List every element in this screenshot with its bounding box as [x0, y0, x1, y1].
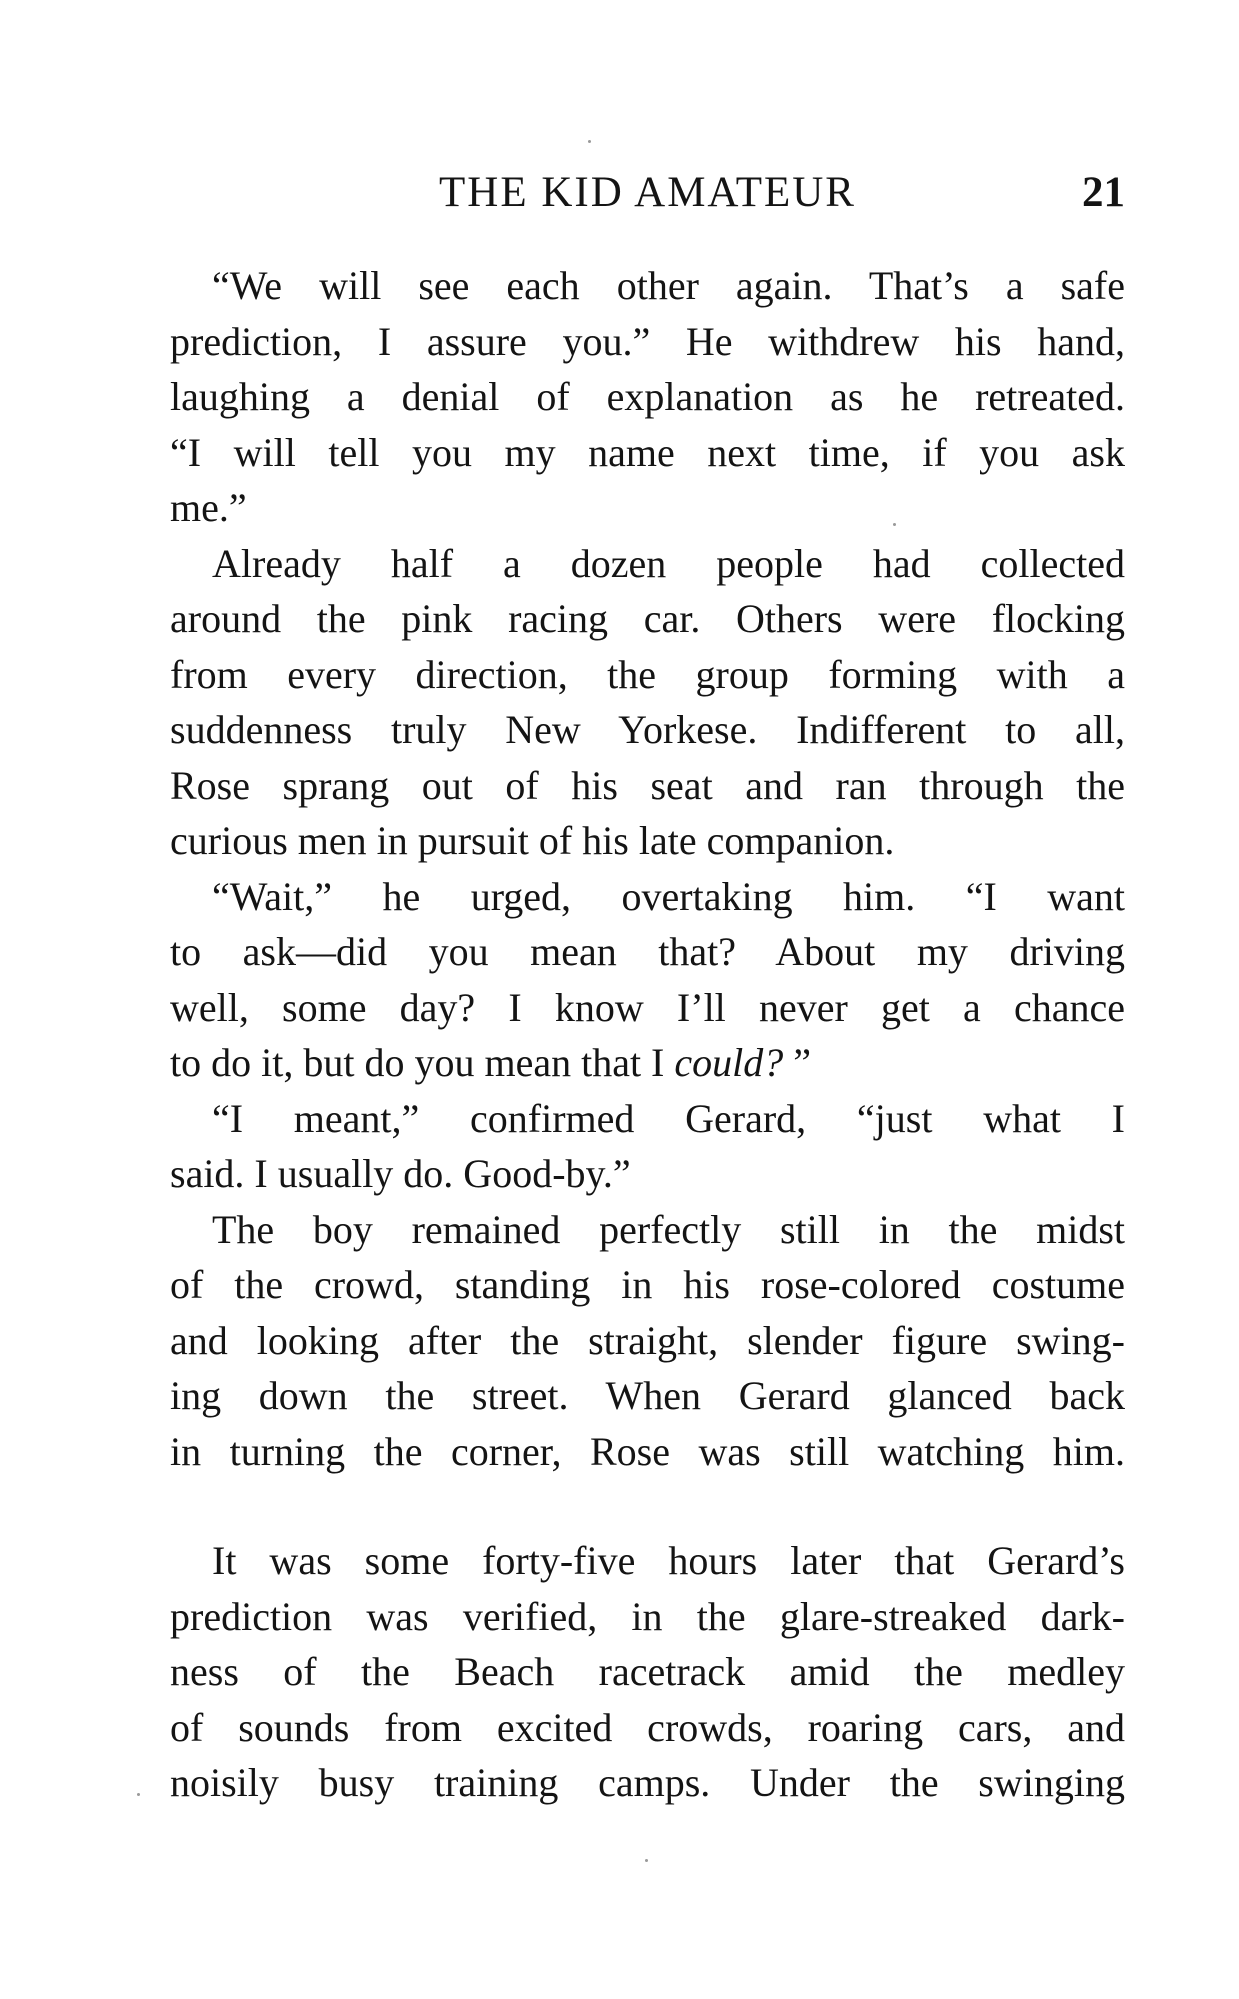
text-line: in turning the corner, Rose was still watching him.: [170, 1428, 1125, 1474]
text-line: It was some forty-five hours later that Gerard’s: [212, 1538, 1125, 1583]
body-text: [170, 258, 1125, 1811]
text-line: well, some day? I know I’ll never get a chance: [170, 984, 1125, 1030]
running-title: THE KID AMATEUR: [439, 169, 856, 216]
scan-speck: [645, 1859, 648, 1862]
section-break: [170, 1479, 1125, 1533]
text-line: curious men in pursuit of his late companion.: [170, 818, 895, 863]
text-line: said. I usually do. Good-by.”: [170, 1151, 631, 1196]
text-line: ing down the street. When Gerard glanced back: [170, 1373, 1125, 1418]
text-line: prediction was verified, in the glare-streaked dark-: [170, 1593, 1125, 1639]
scan-speck: [137, 1793, 140, 1796]
text-line: and looking after the straight, slender figure swing-: [170, 1317, 1125, 1363]
text-line: ness of the Beach racetrack amid the medley: [170, 1649, 1125, 1694]
text-line: to ask—did you mean that? About my driving: [170, 929, 1125, 974]
scan-speck: [893, 523, 896, 526]
emphasized-word: could?: [674, 1040, 784, 1085]
text-line: suddenness truly New Yorkese. Indifferent to all,: [170, 707, 1125, 752]
page-number: 21: [1082, 169, 1125, 216]
text-line: me.”: [170, 485, 247, 530]
text-line: “I will tell you my name next time, if you ask: [170, 429, 1125, 475]
text-line: Already half a dozen people had collected: [212, 540, 1125, 586]
text-line: The boy remained perfectly still in the midst: [212, 1206, 1125, 1252]
running-head: [170, 168, 1125, 224]
text-line: around the pink racing car. Others were flocking: [170, 596, 1125, 641]
text-line: “We will see each other again. That’s a safe: [212, 263, 1125, 308]
text-line: laughing a denial of explanation as he retreated.: [170, 374, 1125, 419]
text-line-with-emphasis: [170, 1035, 1125, 1091]
text-line: of the crowd, standing in his rose-colored costume: [170, 1262, 1125, 1307]
text-line: of sounds from excited crowds, roaring cars, and: [170, 1704, 1125, 1750]
text-run: to do it, but do you mean that I: [170, 1040, 665, 1085]
text-line: “Wait,” he urged, overtaking him. “I want: [212, 873, 1125, 919]
text-line: Rose sprang out of his seat and ran through the: [170, 762, 1125, 808]
scan-speck: [588, 140, 591, 143]
text-line: from every direction, the group forming with a: [170, 651, 1125, 697]
text-line: noisily busy training camps. Under the swinging: [170, 1760, 1125, 1805]
text-run: ”: [783, 1040, 812, 1085]
text-line: “I meant,” confirmed Gerard, “just what I: [212, 1095, 1125, 1141]
text-line: prediction, I assure you.” He withdrew his hand,: [170, 318, 1125, 364]
